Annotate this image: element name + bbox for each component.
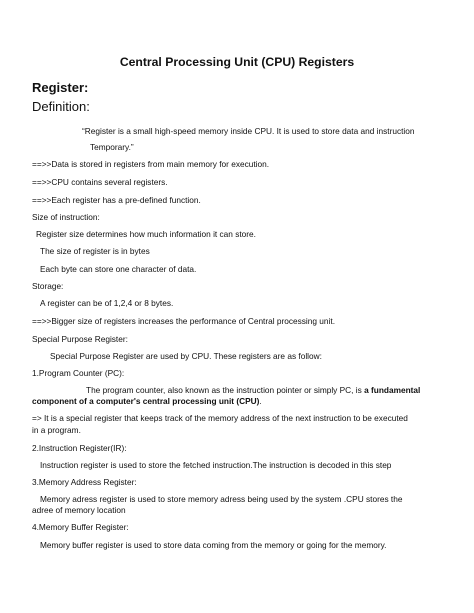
memory-buffer-register-heading: 4.Memory Buffer Register: xyxy=(32,522,129,532)
size-line: Register size determines how much information it can store. xyxy=(36,229,256,239)
program-counter-period: . xyxy=(259,396,262,406)
program-counter-text: The program counter, also known as the instruction pointer or simply PC, is xyxy=(86,385,365,395)
special-purpose-heading: Special Purpose Register: xyxy=(32,334,128,344)
program-counter-line2 xyxy=(32,396,262,407)
point-data-storage: ==>>Data is stored in registers from main memory for execution. xyxy=(32,159,270,169)
special-purpose-line: Special Purpose Register are used by CPU. These registers are as follow: xyxy=(50,351,322,361)
memory-address-register-line1: Memory adress register is used to store memory adress being used by the system .CPU stores the xyxy=(40,494,403,504)
section-heading: Register: xyxy=(32,80,89,95)
program-counter-note1: => It is a special register that keeps track of the memory address of the next instruction to be executed xyxy=(32,413,408,423)
program-counter-heading: 1.Program Counter (PC): xyxy=(32,368,125,378)
program-counter-bold: a fundamental xyxy=(364,385,421,395)
point-several-registers: ==>>CPU contains several registers. xyxy=(32,177,168,187)
definition-text-line1: “Register is a small high-speed memory inside CPU. It is used to store data and instruction xyxy=(82,126,415,136)
definition-heading: Definition: xyxy=(32,99,90,114)
size-heading: Size of instruction: xyxy=(32,212,100,222)
memory-address-register-heading: 3.Memory Address Register: xyxy=(32,477,137,487)
storage-line: A register can be of 1,2,4 or 8 bytes. xyxy=(40,298,174,308)
definition-text-line2: Temporary.” xyxy=(90,142,134,152)
point-predefined-function: ==>>Each register has a pre-defined function. xyxy=(32,195,201,205)
size-line: Each byte can store one character of data. xyxy=(40,264,197,274)
storage-point: ==>>Bigger size of registers increases the performance of Central processing unit. xyxy=(32,316,335,326)
size-line: The size of register is in bytes xyxy=(40,246,150,256)
instruction-register-heading: 2.Instruction Register(IR): xyxy=(32,443,127,453)
page-title: Central Processing Unit (CPU) Registers xyxy=(119,55,355,69)
storage-heading: Storage: xyxy=(32,281,64,291)
program-counter-line1 xyxy=(86,385,420,396)
memory-buffer-register-line: Memory buffer register is used to store data coming from the memory or going for the memory. xyxy=(40,540,387,550)
program-counter-bold: component of a computer's central processing unit (CPU) xyxy=(32,396,260,406)
instruction-register-line: Instruction register is used to store the fetched instruction.The instruction is decoded in this step xyxy=(40,460,392,470)
memory-address-register-line2: adree of memory location xyxy=(32,505,126,515)
program-counter-note2: in a program. xyxy=(32,425,81,435)
